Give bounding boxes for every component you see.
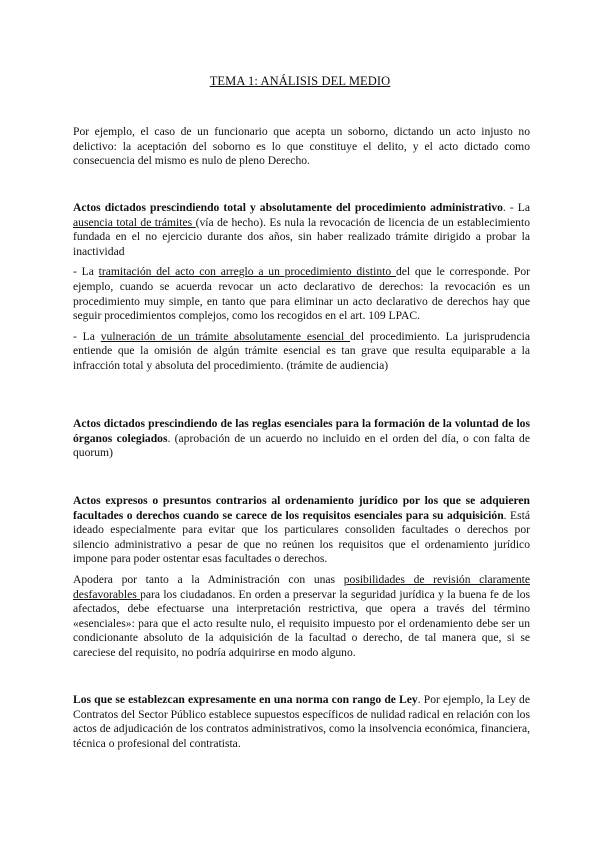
section-organos-colegiados xyxy=(73,417,530,461)
section1-p3-post: del procedimiento. La jurisprudencia entiende que la omisión de algún trámite esencial es tan grave que resulta equiparable a la infracción total y absoluta del procedimiento. (trámite de audiencia) xyxy=(73,329,530,372)
section4-heading: Los que se establezcan expresamente en una norma con rango de Ley xyxy=(73,693,418,706)
section1-paragraph2 xyxy=(73,265,530,323)
section1-p1-post: (vía de hecho). Es nula la revocación de licencia de un establecimiento fundada en el no ejercicio durante dos años, sin haber realizado trámite dirigido a probar la inactividad xyxy=(73,215,530,258)
section-procedimiento xyxy=(73,201,530,374)
section1-paragraph3 xyxy=(73,330,530,374)
section1-p2-underlined: tramitación del acto con arreglo a un procedimiento distinto xyxy=(98,265,396,279)
section3-paragraph2 xyxy=(73,573,530,661)
section1-p1-underlined: ausencia total de trámites xyxy=(73,215,196,229)
intro-paragraph: Por ejemplo, el caso de un funcionario que acepta un soborno, dictando un acto injusto no delictivo: la aceptación del soborno es lo que constituye el delito, y el acto dictado como consecuencia del mismo es nulo de pleno Derecho. xyxy=(73,125,530,168)
section-contrarios-ordenamiento xyxy=(73,494,530,661)
section3-p2-pre: Apodera por tanto a la Administración con unas xyxy=(73,572,344,586)
section1-p2-post: del que le corresponde. Por ejemplo, cuando se acuerda revocar un acto declarativo de derechos: la revocación es un procedimiento muy simple, en tanto que para eliminar un acto declarativo de derechos hay que seguir procedimientos complejos, como los recogidos en el art. 109 LPAC. xyxy=(73,265,530,323)
section2-heading: Actos dictados prescindiendo de las reglas esenciales para la formación de la voluntad de los órganos colegiados xyxy=(73,417,530,445)
section2-paragraph xyxy=(73,417,530,461)
section3-p2-post: para los ciudadanos. En orden a preservar la seguridad jurídica y la buena fe de los afectados, debe efectuarse una interpretación restrictiva, que opera a través del término «esenciales»: para que el acto resulte nulo, el requisito impuesto por el ordenamiento debe ser un condicionante absoluto de la adquisición de la facultad o derecho, de tal manera que, si se careciese del requisito, no podría adquirirse en modo alguno. xyxy=(73,587,531,659)
section3-paragraph1 xyxy=(73,494,530,567)
section3-p1: Está ideado especialmente para evitar que los particulares consoliden facultades o derechos por silencio administrativo a pesar de que no reúnen los requisitos que el ordenamiento jurídico impone para poder ostentar esas facultades o derechos. xyxy=(73,508,530,566)
section1-p1-pre: La xyxy=(517,201,530,214)
section1-p2-pre: - La xyxy=(73,265,99,279)
section-norma-rango-ley xyxy=(73,693,530,751)
section2-text: . (aprobación de un acuerdo no incluido en el orden del día, o con falta de quorum) xyxy=(73,431,530,460)
page-title: TEMA 1: ANÁLISIS DEL MEDIO xyxy=(209,74,391,88)
intro-section xyxy=(73,125,530,169)
section1-paragraph1 xyxy=(73,201,530,259)
section1-heading-tail: . - xyxy=(502,201,514,214)
section4-text: . Por ejemplo, la Ley de Contratos del Sector Público establece supuestos específicos de nulidad radical en relación con los actos de adjudicación de los contratos administrativos, como la insolvencia económica, financiera, técnica o profesional del contratista. xyxy=(73,693,531,750)
section4-paragraph xyxy=(73,693,530,751)
section1-p3-pre: - La xyxy=(73,329,101,343)
section3-heading-tail: . xyxy=(503,508,507,522)
section1-p3-underlined: vulneración de un trámite absolutamente esencial xyxy=(100,329,350,343)
section1-heading: Actos dictados prescindiendo total y absolutamente del procedimiento administrativo xyxy=(73,201,503,214)
section3-heading: Actos expresos o presuntos contrarios al ordenamiento jurídico por los que se adquieren facultades o derechos cuando se carece de los requisitos esenciales para su adquisición xyxy=(73,494,530,522)
section3-p2-underlined: posibilidades de revisión claramente desfavorables xyxy=(73,572,531,601)
